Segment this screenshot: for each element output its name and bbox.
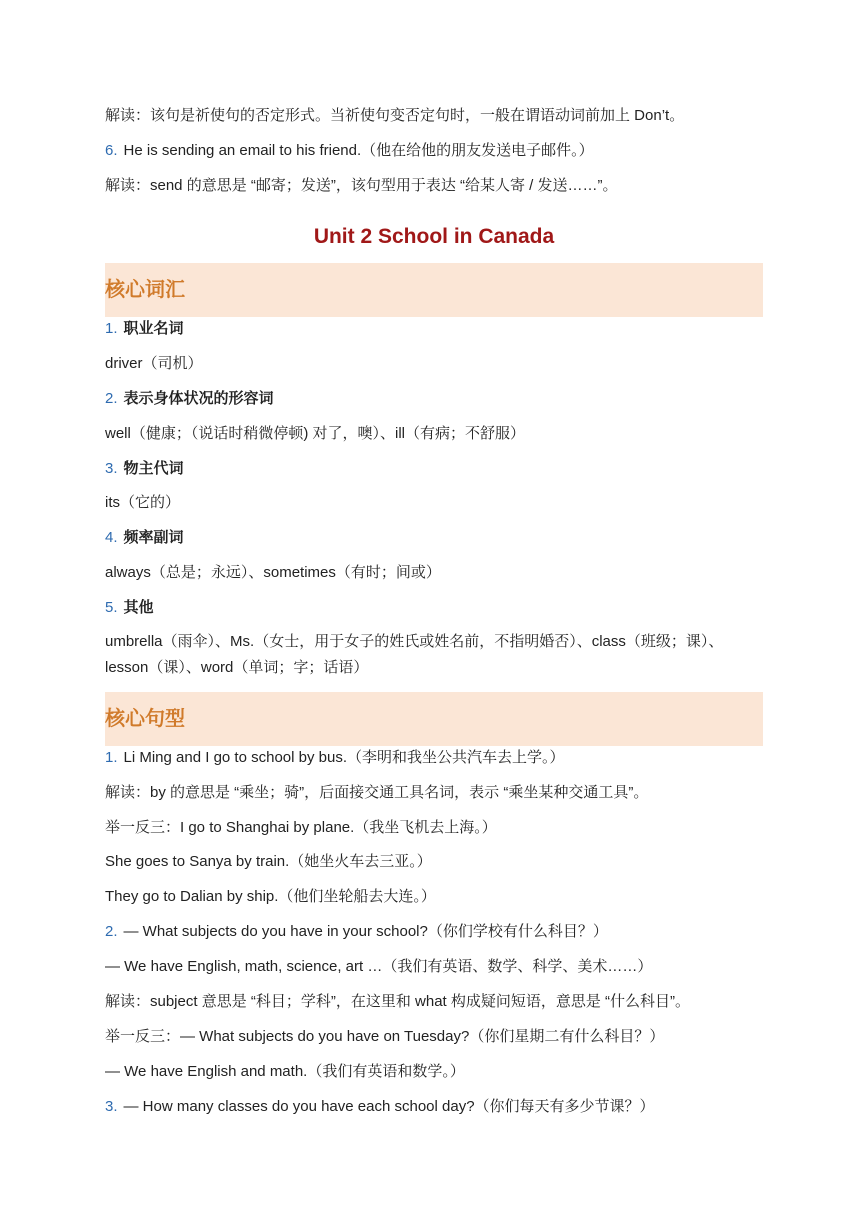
- explanation-line: 解读：该句是祈使句的否定形式。当祈使句变否定句时，一般在谓语动词前加上 Don’t。: [105, 107, 685, 124]
- item-number: 6.: [105, 142, 118, 159]
- item-number: 3.: [105, 1098, 118, 1115]
- sentence-text: — How many classes do you have each school day?（你们每天有多少节课？）: [123, 1098, 655, 1115]
- example-line: 举一反三：I go to Shanghai by plane.（我坐飞机去上海。）: [105, 819, 497, 836]
- vocab-category-3: [105, 459, 763, 479]
- sentence-item-2: [105, 922, 763, 942]
- item-number: 5.: [105, 599, 118, 616]
- vocab-category-1: [105, 319, 763, 339]
- example-line: 举一反三：— What subjects do you have on Tuesday?（你们星期二有什么科目？）: [105, 1028, 665, 1045]
- category-title: 频率副词: [123, 529, 184, 546]
- explanation-line: 解读：send 的意思是 “邮寄；发送”，该句型用于表达 “给某人寄 / 发送……”。: [105, 177, 618, 194]
- vocab-content: its（它的）: [105, 494, 181, 511]
- category-title: 职业名词: [123, 320, 184, 337]
- explanation-line: 解读：by 的意思是 “乘坐；骑”，后面接交通工具名词，表示 “乘坐某种交通工具”。: [105, 784, 649, 801]
- category-title: 物主代词: [123, 460, 184, 477]
- explanation-line: 解读：subject 意思是 “科目；学科”，在这里和 what 构成疑问短语，意思是 “什么科目”。: [105, 993, 691, 1010]
- example-line: She goes to Sanya by train.（她坐火车去三亚。）: [105, 853, 432, 870]
- vocab-category-2: [105, 389, 763, 409]
- unit-title: Unit 2 School in Canada: [313, 225, 555, 248]
- category-title: 表示身体状况的形容词: [123, 390, 274, 407]
- section-heading-text: 核心词汇: [105, 279, 185, 301]
- sentence-item-3: [105, 1097, 763, 1117]
- sentence-text: Li Ming and I go to school by bus.（李明和我坐公共汽车去上学。）: [123, 749, 565, 766]
- vocab-category-4: [105, 528, 763, 548]
- sentence-answer: — We have English, math, science, art …（我们有英语、数学、科学、美术……）: [105, 958, 653, 975]
- section-heading-sentences: [105, 692, 763, 746]
- item-number: 2.: [105, 390, 118, 407]
- example-line: They go to Dalian by ship.（他们坐轮船去大连。）: [105, 888, 436, 905]
- item-number: 4.: [105, 529, 118, 546]
- item-number: 3.: [105, 460, 118, 477]
- section-heading-vocab: [105, 263, 763, 317]
- item-number: 1.: [105, 749, 118, 766]
- sentence-item-6: [105, 141, 763, 161]
- vocab-content: always（总是；永远）、sometimes（有时；间或）: [105, 564, 441, 581]
- vocab-content: driver（司机）: [105, 355, 203, 372]
- vocab-content: umbrella（雨伞）、Ms.（女士，用于女子的姓氏或姓名前，不指明婚否）、class（班级；课）、lesson（课）、word（单词；字；话语）: [105, 633, 724, 676]
- item-number: 2.: [105, 923, 118, 940]
- section-heading-text: 核心句型: [105, 708, 185, 730]
- example-line: — We have English and math.（我们有英语和数学。）: [105, 1063, 465, 1080]
- category-title: 其他: [123, 599, 154, 616]
- sentence-item-1: [105, 748, 763, 768]
- vocab-content: well（健康；（说话时稍微停顿) 对了，噢）、ill（有病；不舒服）: [105, 425, 526, 442]
- sentence-text: — What subjects do you have in your school?（你们学校有什么科目？）: [123, 923, 608, 940]
- item-number: 1.: [105, 320, 118, 337]
- sentence-text: He is sending an email to his friend.（他在给他的朋友发送电子邮件。）: [123, 142, 594, 159]
- vocab-category-5: [105, 598, 763, 618]
